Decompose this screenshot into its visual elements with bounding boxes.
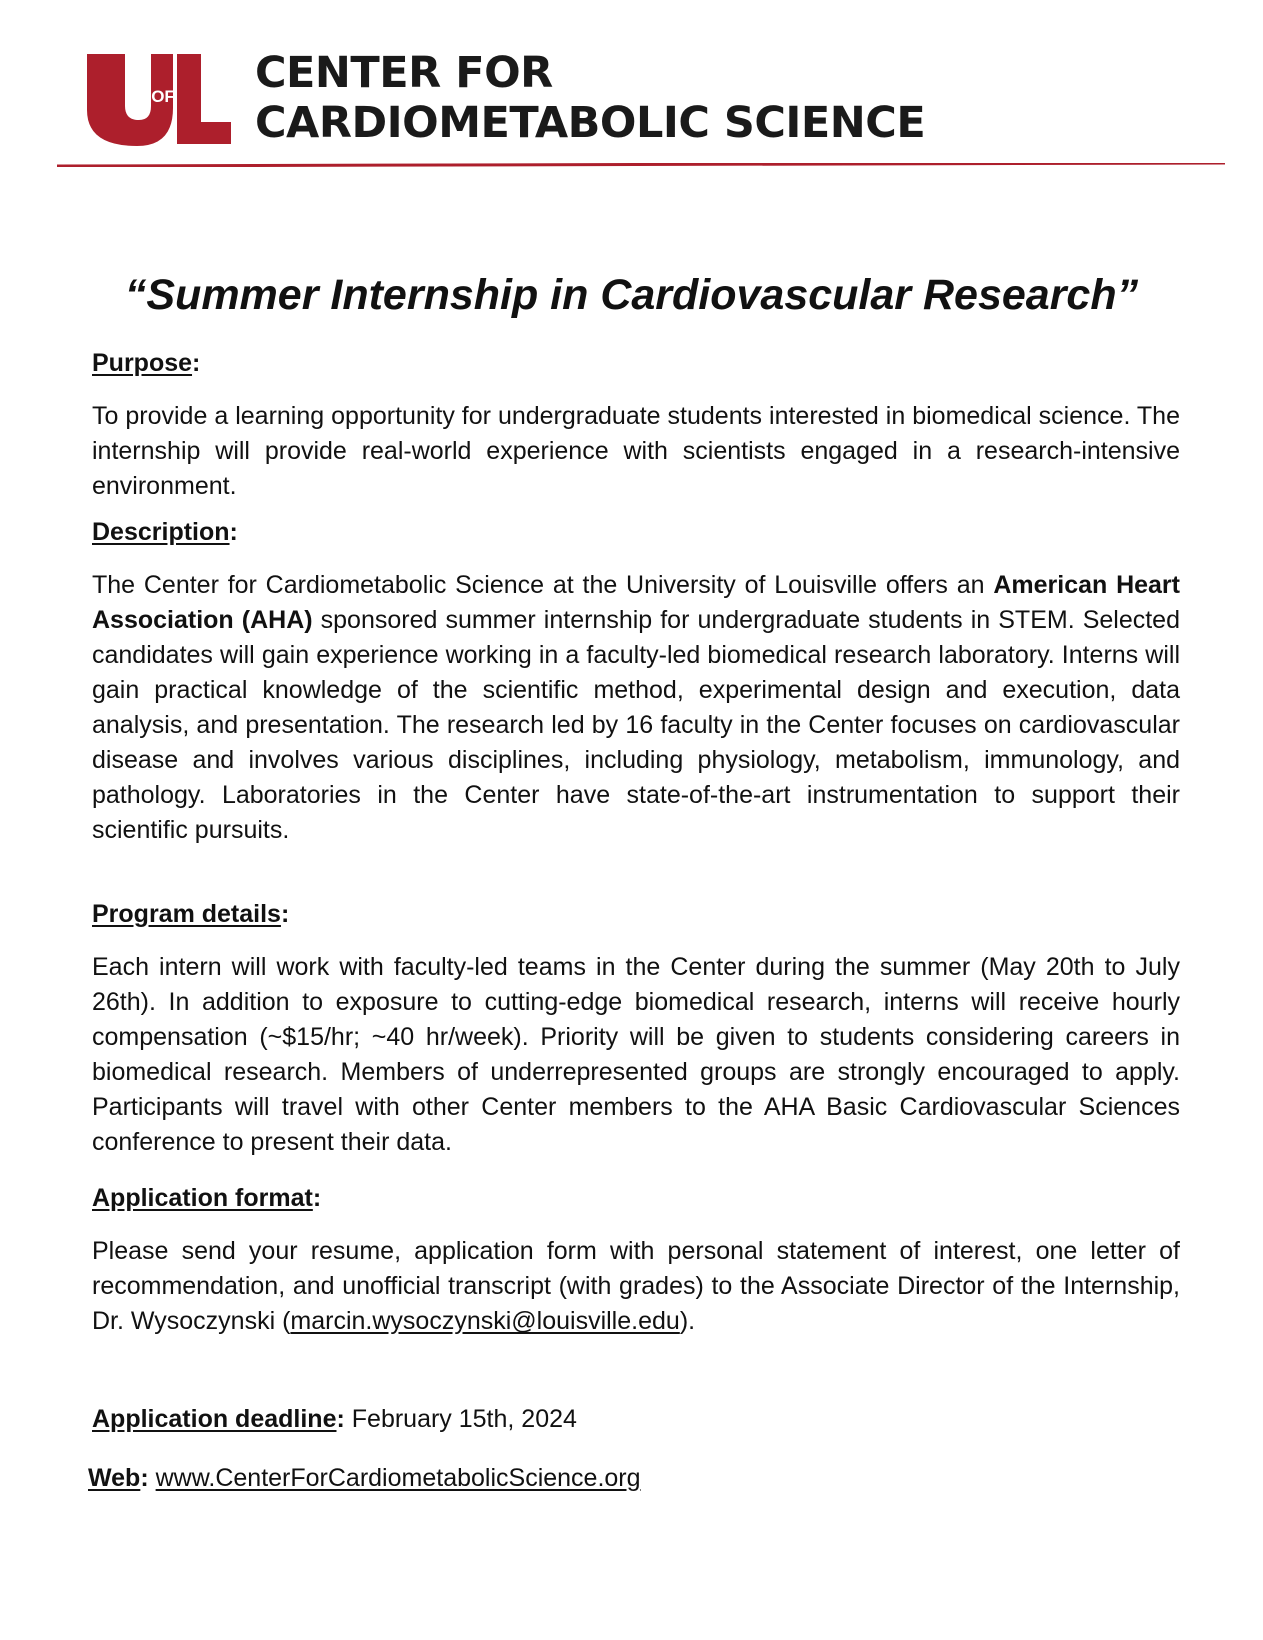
application-format-section [92, 1182, 1180, 1339]
uofl-logo [85, 54, 235, 146]
deadline-value: February 15th, 2024 [351, 1405, 577, 1433]
program-details-section [92, 898, 1180, 1160]
purpose-text: To provide a learning opportunity for undergraduate students interested in biomedical science. The internship will provide real-world experience with scientists engaged in a research-intensive environment. [92, 402, 1180, 500]
purpose-heading: Purpose: [92, 349, 201, 377]
website-link[interactable]: www.CenterForCardiometabolicScience.org [155, 1464, 641, 1492]
application-format-heading: Application format: [92, 1184, 322, 1212]
web-label: Web [88, 1464, 141, 1492]
description-text: The Center for Cardiometabolic Science at the University of Louisville offers an American Heart Association (AHA) sponsored summer internship for undergraduate students in STEM. Selected candidates will gain experience working in a faculty-led biomedical research laboratory. Interns will gain practical knowledge of the scientific method, experimental design and execution, data analysis, and presentation. The research led by 16 faculty in the Center focuses on cardiovascular disease and involves various disciplines, including physiology, metabolism, immunology, and pathology. Laboratories in the Center have state-of-the-art instrumentation to support their scientific pursuits. [92, 571, 1180, 844]
brand-line-2: CARDIOMETABOLIC SCIENCE [255, 98, 926, 148]
logo-of-text: OF [151, 87, 175, 106]
purpose-section [92, 347, 1180, 504]
description-heading: Description: [92, 518, 238, 546]
page-title: “Summer Internship in Cardiovascular Research” [124, 271, 1139, 319]
brand-name [255, 48, 925, 148]
deadline-label: Application deadline [92, 1405, 337, 1433]
logo-l-shape [177, 54, 231, 144]
email-link[interactable]: marcin.wysoczynski@louisville.edu [290, 1307, 680, 1335]
aha-sponsor: American Heart Association (AHA) [92, 571, 1180, 634]
header [85, 48, 1225, 148]
application-format-text: Please send your resume, application form with personal statement of interest, one letter of recommendation, and unofficial transcript (with grades) to the Associate Director of the Internship, Dr. Wysoczynski (marcin.wysoczynski@louisville.edu). [92, 1237, 1180, 1335]
description-section [92, 516, 1180, 848]
header-divider [57, 163, 1225, 167]
deadline-row: Application deadline: February 15th, 2024 [92, 1405, 577, 1433]
program-details-heading: Program details: [92, 900, 290, 928]
web-row: Web: www.CenterForCardiometabolicScience.org [88, 1464, 641, 1492]
program-details-text: Each intern will work with faculty-led teams in the Center during the summer (May 20th to July 26th). In addition to exposure to cutting-edge biomedical research, interns will receive hourly compensation (~$15/hr; ~40 hr/week). Priority will be given to students considering careers in biomedical research. Members of underrepresented groups are strongly encouraged to apply. Participants will travel with other Center members to the AHA Basic Cardiovascular Sciences conference to present their data. [92, 953, 1180, 1156]
brand-line-1: CENTER FOR [255, 48, 553, 98]
